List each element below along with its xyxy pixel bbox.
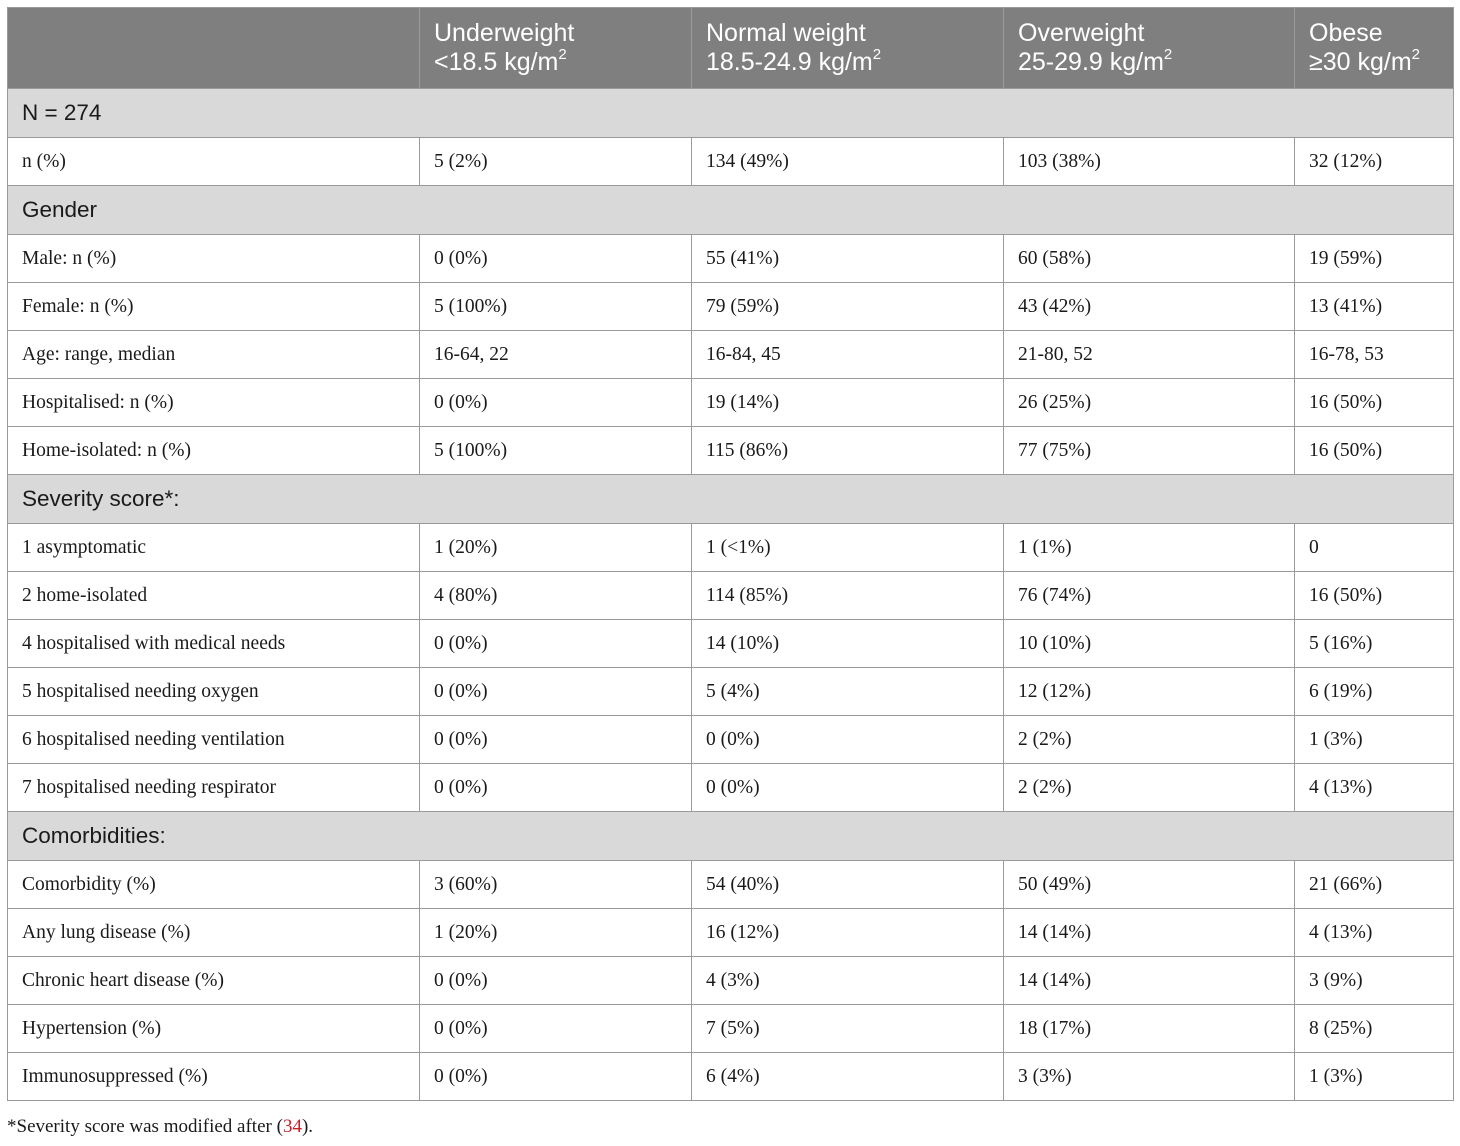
- row-label: Any lung disease (%): [8, 909, 420, 957]
- table-cell: 2 (2%): [1004, 764, 1295, 812]
- table-cell: 5 (4%): [692, 668, 1004, 716]
- table-cell: 19 (14%): [692, 379, 1004, 427]
- table-row: [8, 572, 1454, 620]
- table-cell: 0 (0%): [420, 235, 692, 283]
- header-normal-weight: [692, 8, 1004, 89]
- table-cell: 13 (41%): [1295, 283, 1454, 331]
- header-superscript: 2: [1163, 46, 1173, 63]
- header-bmi-range-text: 18.5-24.9 kg/m: [706, 48, 873, 76]
- table-row: [8, 427, 1454, 475]
- header-category-name: Obese: [1309, 19, 1383, 47]
- table-row: [8, 909, 1454, 957]
- table-footnote: [7, 1116, 313, 1138]
- table-cell: 0 (0%): [420, 716, 692, 764]
- table-cell: 4 (80%): [420, 572, 692, 620]
- table-cell: 1 (3%): [1295, 1053, 1454, 1101]
- table-cell: 50 (49%): [1004, 861, 1295, 909]
- table-cell: 6 (4%): [692, 1053, 1004, 1101]
- table-body: [8, 89, 1454, 1101]
- row-label: Immunosuppressed (%): [8, 1053, 420, 1101]
- section-title: N = 274: [8, 89, 1454, 138]
- section-title: Severity score*:: [8, 475, 1454, 524]
- header-superscript: 2: [872, 46, 882, 63]
- table-row: [8, 957, 1454, 1005]
- table-cell: 5 (2%): [420, 138, 692, 186]
- section-header-row: [8, 186, 1454, 235]
- header-bmi-range-text: <18.5 kg/m: [434, 48, 559, 76]
- table-row: [8, 1053, 1454, 1101]
- header-bmi-range: [434, 48, 677, 77]
- table-cell: 54 (40%): [692, 861, 1004, 909]
- table-cell: 0 (0%): [692, 764, 1004, 812]
- table-cell: 43 (42%): [1004, 283, 1295, 331]
- table-cell: 4 (3%): [692, 957, 1004, 1005]
- table-cell: 5 (16%): [1295, 620, 1454, 668]
- table-cell: 21-80, 52: [1004, 331, 1295, 379]
- header-bmi-range: [706, 48, 989, 77]
- header-underweight: [420, 8, 692, 89]
- table-row: [8, 283, 1454, 331]
- table-cell: 115 (86%): [692, 427, 1004, 475]
- table-cell: 16 (50%): [1295, 379, 1454, 427]
- table-cell: 16 (50%): [1295, 572, 1454, 620]
- section-title: Gender: [8, 186, 1454, 235]
- footnote-text-end: ).: [301, 1116, 314, 1137]
- table-cell: 18 (17%): [1004, 1005, 1295, 1053]
- table-row: [8, 716, 1454, 764]
- footnote-text: *Severity score was modified after (: [7, 1116, 283, 1137]
- table-cell: 0 (0%): [692, 716, 1004, 764]
- row-label: 6 hospitalised needing ventilation: [8, 716, 420, 764]
- table-cell: 1 (20%): [420, 524, 692, 572]
- table-row: [8, 861, 1454, 909]
- table-cell: 16 (12%): [692, 909, 1004, 957]
- header-bmi-range: [1018, 48, 1280, 77]
- row-label: 5 hospitalised needing oxygen: [8, 668, 420, 716]
- table-row: [8, 620, 1454, 668]
- table-cell: 79 (59%): [692, 283, 1004, 331]
- table-cell: 77 (75%): [1004, 427, 1295, 475]
- table-cell: 1 (20%): [420, 909, 692, 957]
- table-cell: 0 (0%): [420, 620, 692, 668]
- table-cell: 55 (41%): [692, 235, 1004, 283]
- table-header: [8, 8, 1454, 89]
- row-label: Age: range, median: [8, 331, 420, 379]
- table-row: [8, 1005, 1454, 1053]
- table-cell: 12 (12%): [1004, 668, 1295, 716]
- table-cell: 14 (10%): [692, 620, 1004, 668]
- header-bmi-range-text: 25-29.9 kg/m: [1018, 48, 1164, 76]
- table-cell: 0 (0%): [420, 1053, 692, 1101]
- header-superscript: 2: [558, 46, 567, 63]
- table-cell: 21 (66%): [1295, 861, 1454, 909]
- table-cell: 0 (0%): [420, 1005, 692, 1053]
- row-label: Female: n (%): [8, 283, 420, 331]
- table-row: [8, 235, 1454, 283]
- table-cell: 1 (1%): [1004, 524, 1295, 572]
- header-category-name: Overweight: [1018, 19, 1145, 47]
- row-label: 2 home-isolated: [8, 572, 420, 620]
- header-row: [8, 8, 1454, 89]
- footnote-reference-link[interactable]: 34: [282, 1116, 302, 1137]
- table-cell: 3 (60%): [420, 861, 692, 909]
- table-cell: 0 (0%): [420, 764, 692, 812]
- table-cell: 0 (0%): [420, 379, 692, 427]
- header-obese: [1295, 8, 1454, 89]
- table-cell: 16-84, 45: [692, 331, 1004, 379]
- header-label-col: [8, 8, 420, 89]
- table-row: [8, 138, 1454, 186]
- table-cell: 60 (58%): [1004, 235, 1295, 283]
- table-cell: 16-64, 22: [420, 331, 692, 379]
- table-cell: 0 (0%): [420, 668, 692, 716]
- row-label: Hypertension (%): [8, 1005, 420, 1053]
- header-bmi-range: [1309, 48, 1439, 77]
- table-cell: 3 (9%): [1295, 957, 1454, 1005]
- row-label: Male: n (%): [8, 235, 420, 283]
- table-cell: 4 (13%): [1295, 909, 1454, 957]
- table-cell: 5 (100%): [420, 283, 692, 331]
- table-row: [8, 379, 1454, 427]
- table-cell: 0: [1295, 524, 1454, 572]
- table-cell: 10 (10%): [1004, 620, 1295, 668]
- table-row: [8, 764, 1454, 812]
- table-cell: 1 (3%): [1295, 716, 1454, 764]
- table-row: [8, 331, 1454, 379]
- table-cell: 76 (74%): [1004, 572, 1295, 620]
- table-cell: 16-78, 53: [1295, 331, 1454, 379]
- row-label: Home-isolated: n (%): [8, 427, 420, 475]
- table-cell: 4 (13%): [1295, 764, 1454, 812]
- table-cell: 3 (3%): [1004, 1053, 1295, 1101]
- section-header-row: [8, 475, 1454, 524]
- table-cell: 1 (<1%): [692, 524, 1004, 572]
- table-cell: 114 (85%): [692, 572, 1004, 620]
- table-cell: 2 (2%): [1004, 716, 1295, 764]
- row-label: 4 hospitalised with medical needs: [8, 620, 420, 668]
- table-cell: 26 (25%): [1004, 379, 1295, 427]
- bmi-table: [7, 7, 1454, 1101]
- section-title: Comorbidities:: [8, 812, 1454, 861]
- header-category-name: Normal weight: [706, 19, 866, 47]
- table-cell: 32 (12%): [1295, 138, 1454, 186]
- header-category-name: Underweight: [434, 19, 575, 47]
- row-label: 1 asymptomatic: [8, 524, 420, 572]
- header-overweight: [1004, 8, 1295, 89]
- section-header-row: [8, 89, 1454, 138]
- table-cell: 19 (59%): [1295, 235, 1454, 283]
- table-cell: 103 (38%): [1004, 138, 1295, 186]
- table-cell: 0 (0%): [420, 957, 692, 1005]
- header-bmi-range-text: ≥30 kg/m: [1309, 48, 1412, 76]
- table-cell: 134 (49%): [692, 138, 1004, 186]
- table-row: [8, 668, 1454, 716]
- table-cell: 6 (19%): [1295, 668, 1454, 716]
- table-cell: 14 (14%): [1004, 957, 1295, 1005]
- table-row: [8, 524, 1454, 572]
- row-label: Hospitalised: n (%): [8, 379, 420, 427]
- header-superscript: 2: [1411, 46, 1420, 63]
- table-cell: 7 (5%): [692, 1005, 1004, 1053]
- row-label: 7 hospitalised needing respirator: [8, 764, 420, 812]
- section-header-row: [8, 812, 1454, 861]
- table-cell: 16 (50%): [1295, 427, 1454, 475]
- table-cell: 8 (25%): [1295, 1005, 1454, 1053]
- row-label: Comorbidity (%): [8, 861, 420, 909]
- row-label: Chronic heart disease (%): [8, 957, 420, 1005]
- table-cell: 14 (14%): [1004, 909, 1295, 957]
- table-cell: 5 (100%): [420, 427, 692, 475]
- row-label: n (%): [8, 138, 420, 186]
